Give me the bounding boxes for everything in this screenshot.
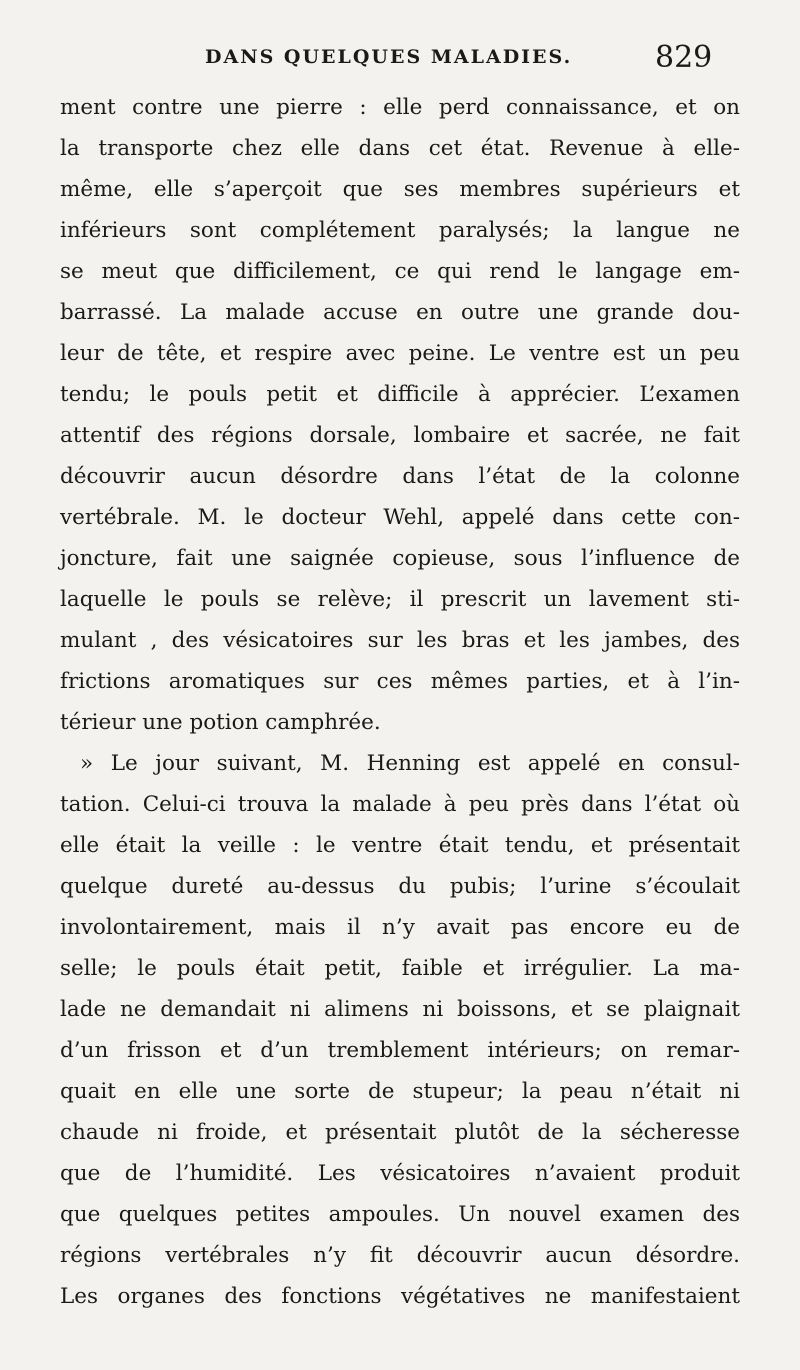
text-line: d’un frisson et d’un tremblement intérieurs; on remar-: [60, 1038, 740, 1063]
text-line: que de l’humidité. Les vésicatoires n’avaient produit: [60, 1161, 740, 1186]
running-head: DANS QUELQUES MALADIES.: [205, 46, 573, 68]
text-line: quelque dureté au-dessus du pubis; l’urine s’écoulait: [60, 874, 740, 899]
text-line: laquelle le pouls se relève; il prescrit un lavement sti-: [60, 587, 740, 612]
text-line: térieur une potion camphrée.: [60, 710, 381, 735]
text-line: joncture, fait une saignée copieuse, sous l’influence de: [60, 546, 740, 571]
text-line: barrassé. La malade accuse en outre une grande dou-: [60, 300, 740, 325]
text-line: tation. Celui-ci trouva la malade à peu près dans l’état où: [60, 792, 740, 817]
text-line: découvrir aucun désordre dans l’état de la colonne: [60, 464, 740, 489]
text-line: que quelques petites ampoules. Un nouvel examen des: [60, 1202, 740, 1227]
text-line: frictions aromatiques sur ces mêmes parties, et à l’in-: [60, 669, 740, 694]
text-line: tendu; le pouls petit et difficile à apprécier. L’examen: [60, 382, 740, 407]
text-line: attentif des régions dorsale, lombaire et sacrée, ne fait: [60, 423, 740, 448]
text-line: involontairement, mais il n’y avait pas encore eu de: [60, 915, 740, 940]
page-header: [0, 40, 800, 90]
text-line: la transporte chez elle dans cet état. Revenue à elle-: [60, 136, 740, 161]
page-number: 829: [655, 40, 713, 75]
text-line: mulant , des vésicatoires sur les bras et les jambes, des: [60, 628, 740, 653]
body-text: [60, 88, 740, 1348]
text-line: quait en elle une sorte de stupeur; la peau n’était ni: [60, 1079, 740, 1104]
text-line: lade ne demandait ni alimens ni boissons, et se plaignait: [60, 997, 740, 1022]
text-line: chaude ni froide, et présentait plutôt de la sécheresse: [60, 1120, 740, 1145]
text-line: selle; le pouls était petit, faible et irrégulier. La ma-: [60, 956, 740, 981]
text-line: vertébrale. M. le docteur Wehl, appelé dans cette con-: [60, 505, 740, 530]
text-line: » Le jour suivant, M. Henning est appelé en consul-: [80, 751, 740, 776]
text-line: se meut que difficilement, ce qui rend le langage em-: [60, 259, 740, 284]
text-line: Les organes des fonctions végétatives ne manifestaient: [60, 1284, 740, 1309]
text-line: inférieurs sont complétement paralysés; la langue ne: [60, 218, 740, 243]
text-line: régions vertébrales n’y fit découvrir aucun désordre.: [60, 1243, 740, 1268]
text-line: même, elle s’aperçoit que ses membres supérieurs et: [60, 177, 740, 202]
text-line: elle était la veille : le ventre était tendu, et présentait: [60, 833, 740, 858]
text-line: ment contre une pierre : elle perd connaissance, et on: [60, 95, 740, 120]
text-line: leur de tête, et respire avec peine. Le ventre est un peu: [60, 341, 740, 366]
